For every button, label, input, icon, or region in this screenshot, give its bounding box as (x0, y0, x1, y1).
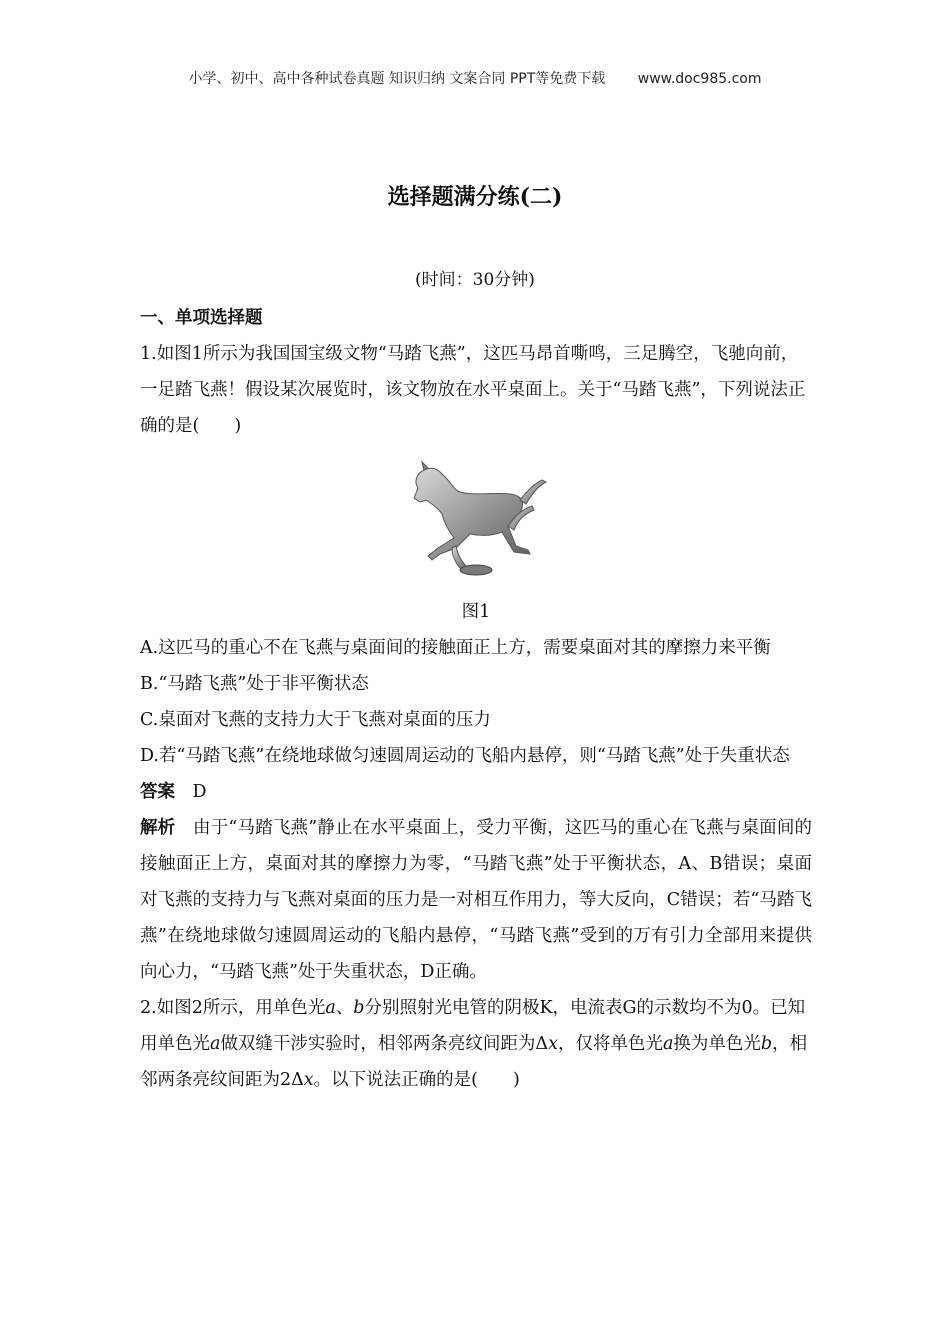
q2-text-6: 换为单色光 (673, 1034, 761, 1054)
q2-var-x: x (548, 1034, 558, 1054)
page-header (0, 68, 950, 88)
header-text: 小学、初中、高中各种试卷真题 知识归纳 文案合同 PPT等免费下载 (188, 71, 606, 87)
q2-var-x: x (303, 1070, 314, 1090)
q2-text-8: 。以下说法正确的是( ) (313, 1070, 520, 1090)
q2-var-a: a (325, 998, 336, 1018)
time-note: (时间：30分钟) (415, 270, 535, 290)
analysis-label: 解析 (140, 818, 176, 838)
q2-text-7: ，相邻两条亮纹间距为2Δ (140, 1034, 808, 1090)
option-d: D.若“马踏飞燕”在绕地球做匀速圆周运动的飞船内悬停，则“马踏飞燕”处于失重状态 (140, 746, 790, 766)
q2-text-5: ，仅将单色光 (557, 1034, 663, 1054)
q2-text-2: 、 (335, 998, 354, 1018)
section-heading: 一、单项选择题 (140, 308, 263, 328)
option-c: C.桌面对飞燕的支持力大于飞燕对桌面的压力 (140, 710, 491, 730)
galloping-horse-image (396, 450, 556, 580)
q2-text-1: 2.如图2所示，用单色光 (140, 998, 326, 1018)
q2-text-3: 分别照射光电管的阴极K，电流表G的示数均不为0。已知用单色光 (140, 998, 806, 1054)
header-url[interactable]: www.doc985.com (637, 71, 762, 87)
answer-line (140, 774, 812, 810)
figure-1-caption: 图1 (461, 602, 491, 622)
document-body (140, 300, 812, 1098)
answer-value: D (192, 782, 207, 802)
option-a: A.这匹马的重心不在飞燕与桌面间的接触面正上方，需要桌面对其的摩擦力来平衡 (140, 638, 771, 658)
q2-var-a: a (662, 1034, 674, 1054)
analysis-text: 由于“马踏飞燕”静止在水平桌面上，受力平衡，这匹马的重心在飞燕与桌面间的接触面正上方，桌面对其的摩擦力为零，“马踏飞燕”处于平衡状态，A、B错误；桌面对飞燕的支持力与飞燕对桌面的压力是一对相互作用力，等大反向，C错误；若“马踏飞燕”在绕地球做匀速圆周运动的飞船内悬停，“马踏飞燕”受到的万有引力全部用来提供向心力，“马踏飞燕”处于失重状态，D正确。 (140, 818, 813, 982)
q2-var-b: b (760, 1034, 773, 1054)
q2-var-a: a (210, 1034, 221, 1054)
analysis-paragraph (140, 810, 812, 990)
option-b: B.“马踏飞燕”处于非平衡状态 (140, 674, 369, 694)
question-1-stem: 1.如图1所示为我国国宝级文物“马踏飞燕”，这匹马昂首嘶鸣，三足腾空，飞驰向前，一足踏飞燕！假设某次展览时，该文物放在水平桌面上。关于“马踏飞燕”，下列说法正确的是( ) (140, 344, 806, 436)
q2-text-4: 做双缝干涉实验时，相邻两条亮纹间距为Δ (220, 1034, 549, 1054)
figure-1 (140, 450, 812, 630)
q2-var-b: b (353, 998, 365, 1018)
answer-label: 答案 (140, 782, 175, 802)
question-2-stem (140, 990, 812, 1098)
page-title: 选择题满分练(二) (387, 184, 563, 210)
